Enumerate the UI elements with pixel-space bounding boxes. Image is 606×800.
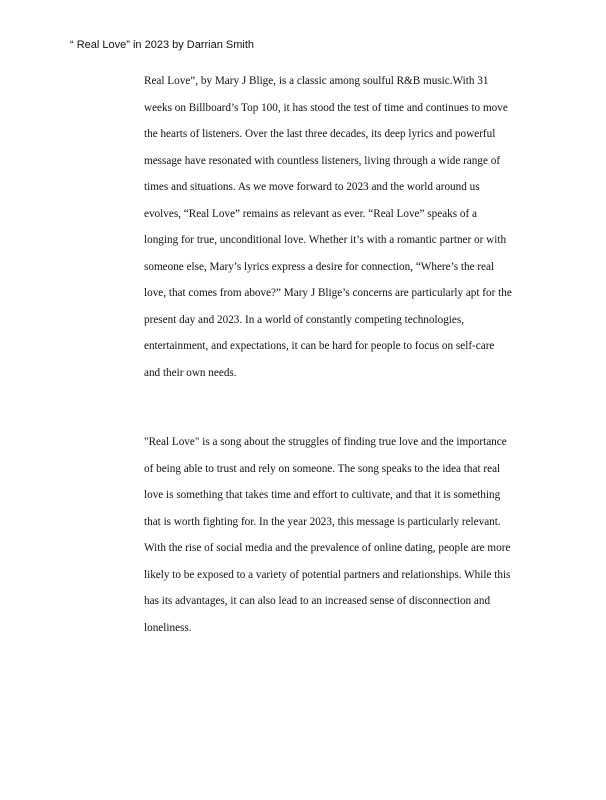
paragraph-line: likely to be exposed to a variety of potential partners and relationships. While this: [144, 568, 511, 581]
paragraph-line: message have resonated with countless listeners, living through a wide range of: [144, 154, 501, 167]
paragraph-line: the hearts of listeners. Over the last three decades, its deep lyrics and powerful: [144, 128, 496, 140]
paragraph-line: Real Love”, by Mary J Blige, is a classic among soulful R&B music.With 31: [144, 75, 489, 87]
paragraph-line: present day and 2023. In a world of constantly competing technologies,: [144, 313, 465, 326]
document-header-title: “ Real Love” in 2023 by Darrian Smith: [70, 39, 255, 51]
paragraph-line: times and situations. As we move forward to 2023 and the world around us: [144, 181, 480, 193]
paragraph-line: loneliness.: [144, 621, 192, 634]
paragraph-line: has its advantages, it can also lead to an increased sense of disconnection and: [144, 595, 491, 607]
paragraph-line: weeks on Billboard’s Top 100, it has stood the test of time and continues to move: [144, 101, 508, 114]
paragraph-line: entertainment, and expectations, it can be hard for people to focus on self-care: [144, 340, 495, 352]
paragraph-line: With the rise of social media and the prevalence of online dating, people are more: [144, 542, 511, 554]
paragraph-line: longing for true, unconditional love. Whether it’s with a romantic partner or with: [144, 234, 507, 246]
paragraph-line: "Real Love" is a song about the struggles of finding true love and the importance: [144, 436, 507, 448]
paragraph-line: love, that comes from above?” Mary J Blige’s concerns are particularly apt for the: [144, 287, 512, 299]
paragraph-2: [144, 429, 544, 641]
paragraph-line: someone else, Mary’s lyrics express a desire for connection, “Where’s the real: [144, 260, 495, 273]
paragraph-line: evolves, “Real Love” remains as relevant as ever. “Real Love” speaks of a: [144, 207, 477, 220]
paragraph-1: [144, 68, 544, 386]
paragraph-line: of being able to trust and rely on someone. The song speaks to the idea that real: [144, 462, 501, 475]
paragraph-line: that is worth fighting for. In the year 2023, this message is particularly relevant.: [144, 515, 501, 528]
paragraph-line: love is something that takes time and effort to cultivate, and that it is something: [144, 489, 501, 501]
paragraph-line: and their own needs.: [144, 366, 237, 379]
